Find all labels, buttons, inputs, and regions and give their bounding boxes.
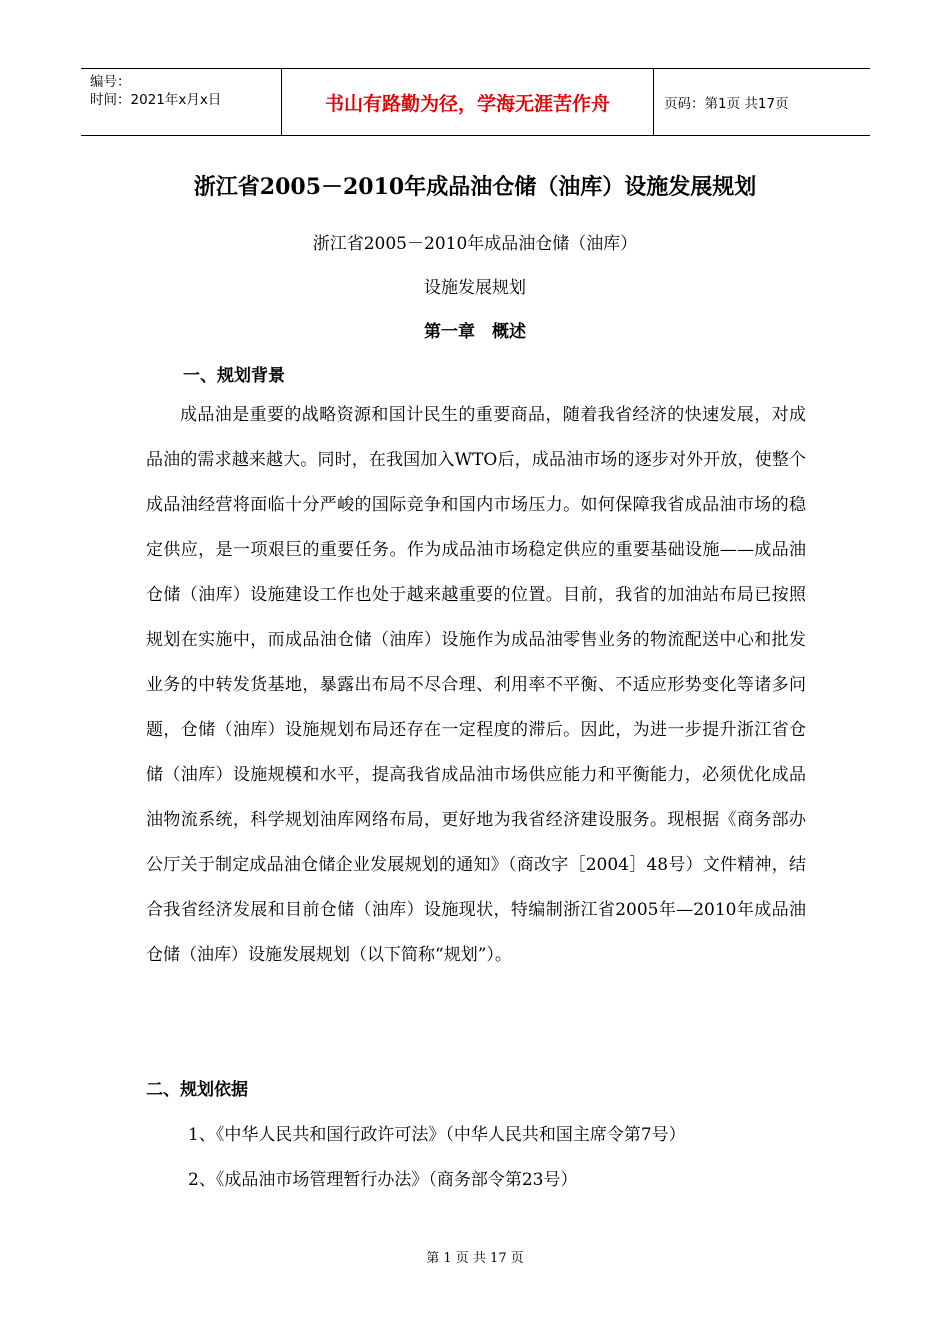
chapter-heading: 第一章 概述 (424, 322, 526, 342)
document-subtitle-line2: 设施发展规划 (424, 278, 526, 298)
header-page-info: 页码：第1页 共17页 (664, 96, 789, 112)
header-meta (81, 69, 282, 135)
document-date-label: 时间：2021年x月x日 (90, 92, 222, 108)
document-title: 浙江省2005－2010年成品油仓储（油库）设施发展规划 (193, 174, 757, 200)
document-number-label: 编号： (90, 74, 131, 90)
basis-list-item: 2、《成品油市场管理暂行办法》（商务部令第23号） (188, 1170, 578, 1190)
document-subtitle-line1: 浙江省2005－2010年成品油仓储（油库） (312, 234, 638, 254)
section-heading-basis: 二、规划依据 (146, 1080, 248, 1100)
page-footer: 第 1 页 共 17 页 (426, 1251, 524, 1266)
section-heading-background: 一、规划背景 (183, 366, 285, 386)
basis-list-item: 1、《中华人民共和国行政许可法》（中华人民共和国主席令第7号） (188, 1125, 686, 1145)
page-header (81, 68, 870, 136)
background-paragraph: 成品油是重要的战略资源和国计民生的重要商品，随着我省经济的快速发展，对成品油的需求越来越大。同时，在我国加入WTO后，成品油市场的逐步对外开放，使整个成品油经营将面临十分严峻的国际竞争和国内市场压力。如何保障我省成品油市场的稳定供应，是一项艰巨的重要任务。作为成品油市场稳定供应的重要基础设施——成品油仓储（油库）设施建设工作也处于越来越重要的位置。目前，我省的加油站布局已按照规划在实施中，而成品油仓储（油库）设施作为成品油零售业务的物流配送中心和批发业务的中转发货基地，暴露出布局不尽合理、利用率不平衡、不适应形势变化等诸多问题，仓储（油库）设施规划布局还存在一定程度的滞后。因此，为进一步提升浙江省仓储（油库）设施规模和水平，提高我省成品油市场供应能力和平衡能力，必须优化成品油物流系统，科学规划油库网络布局，更好地为我省经济建设服务。现根据《商务部办公厅关于制定成品油仓储企业发展规划的通知》（商改字［2004］48号）文件精神，结合我省经济发展和目前仓储（油库）设施现状，特编制浙江省2005年—2010年成品油仓储（油库）设施发展规划（以下简称“规划”）。 (146, 405, 806, 965)
header-motto: 书山有路勤为径，学海无涯苦作舟 (282, 69, 654, 135)
